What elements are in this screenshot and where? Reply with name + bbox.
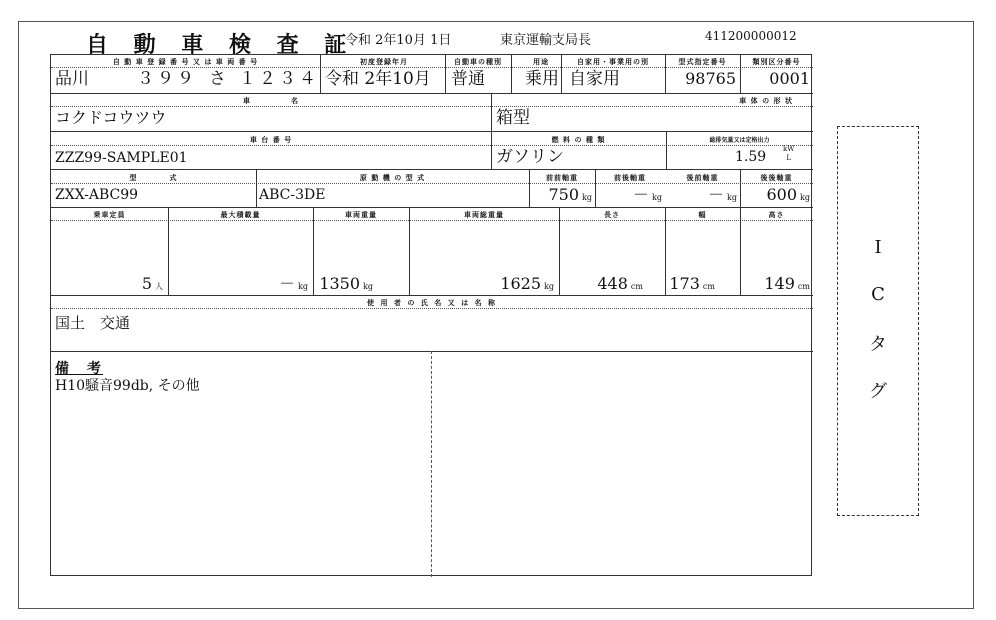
- label-vehicle-name: 車 名: [243, 97, 299, 105]
- label-rear-front-axle: 後前軸重: [686, 174, 719, 182]
- label-vehicle-weight: 車両重量: [345, 211, 377, 219]
- label-registration-number: 自 動 車 登 録 番 号 又 は 車 両 番 号: [112, 58, 259, 66]
- label-purpose: 用途: [533, 58, 549, 66]
- length-value: 448 cm: [597, 274, 643, 293]
- issuer: 東京運輸支局長: [500, 33, 592, 48]
- private-business-value: 自家用: [569, 69, 620, 89]
- remarks-value: H10騒音99db, その他: [55, 378, 200, 394]
- body-shape-value: 箱型: [496, 108, 530, 128]
- plate-number: １２３４: [239, 69, 319, 89]
- first-registration-value: 令和 2年10月: [325, 69, 431, 89]
- plate-class: ３９９: [137, 69, 197, 89]
- label-engine-model: 原 動 機 の 型 式: [359, 174, 426, 182]
- label-user-name: 使 用 者 の 氏 名 又 は 名 称: [367, 299, 497, 307]
- vehicle-kind-value: 普通: [451, 69, 485, 89]
- label-max-load: 最大積載量: [220, 211, 261, 219]
- label-private-business: 自家用・事業用の別: [577, 58, 649, 66]
- label-body-shape: 車 体 の 形 状: [739, 97, 793, 105]
- label-type-designation: 型式指定番号: [678, 58, 727, 66]
- label-chassis-number: 車 台 番 号: [249, 136, 293, 144]
- plate-kana: さ: [209, 69, 226, 89]
- remarks-heading: 備 考: [55, 361, 103, 377]
- fuel-type-value: ガソリン: [496, 147, 564, 167]
- purpose-value: 乗用: [525, 69, 559, 89]
- label-displacement: 総排気量又は定格出力: [709, 137, 770, 144]
- rear-front-axle-value: － kg: [708, 185, 737, 204]
- width-value: 173 cm: [669, 274, 715, 293]
- label-gross-weight: 車両総重量: [464, 211, 504, 219]
- displacement-value: 1.59: [735, 149, 767, 165]
- label-fuel-type: 燃 料 の 種 類: [551, 136, 606, 144]
- ic-tag-area: [837, 126, 919, 516]
- label-width: 幅: [698, 211, 707, 219]
- label-model: 型 式: [129, 174, 178, 182]
- model-value: ZXX-ABC99: [55, 187, 139, 203]
- front-rear-axle-value: － kg: [633, 185, 662, 204]
- certificate-title: 自 動 車 検 査 証: [86, 33, 356, 58]
- certificate-card: [50, 54, 812, 576]
- category-number-value: 0001: [769, 69, 810, 88]
- ic-tag-char: I: [874, 237, 882, 258]
- max-load-value: － kg: [279, 274, 308, 293]
- ic-tag-char: グ: [869, 381, 887, 402]
- ic-tag-char: C: [871, 284, 885, 305]
- label-category-number: 類別区分番号: [752, 58, 801, 66]
- label-length: 長さ: [604, 211, 620, 219]
- document-number: 411200000012: [705, 29, 797, 43]
- plate-region: 品川: [55, 69, 89, 89]
- vehicle-name-value: コクドコウツウ: [55, 108, 167, 127]
- chassis-number-value: ZZZ99-SAMPLE01: [55, 150, 188, 166]
- front-front-axle-value: 750 kg: [548, 185, 592, 204]
- label-capacity: 乗車定員: [93, 211, 126, 219]
- vehicle-weight-value: 1350 kg: [319, 274, 373, 293]
- issue-date: 令和 2年10月 1日: [345, 33, 452, 48]
- label-rear-rear-axle: 後後軸重: [760, 174, 793, 182]
- label-front-front-axle: 前前軸重: [546, 174, 578, 182]
- rear-rear-axle-value: 600 kg: [766, 185, 810, 204]
- height-value: 149 cm: [764, 274, 810, 293]
- displacement-unit: kW L: [783, 145, 795, 162]
- engine-model-value: ABC-3DE: [259, 187, 326, 203]
- type-designation-value: 98765: [685, 69, 736, 88]
- label-front-rear-axle: 前後軸重: [614, 174, 646, 182]
- ic-tag-char: タ: [869, 334, 887, 355]
- user-name-value: 国土 交通: [55, 314, 131, 332]
- label-first-registration: 初度登録年月: [360, 58, 408, 66]
- label-height: 高さ: [768, 211, 785, 219]
- remarks-divider: [431, 351, 432, 577]
- gross-weight-value: 1625 kg: [500, 274, 554, 293]
- label-vehicle-kind: 自動車の種別: [454, 58, 502, 66]
- capacity-value: 5 人: [141, 274, 163, 293]
